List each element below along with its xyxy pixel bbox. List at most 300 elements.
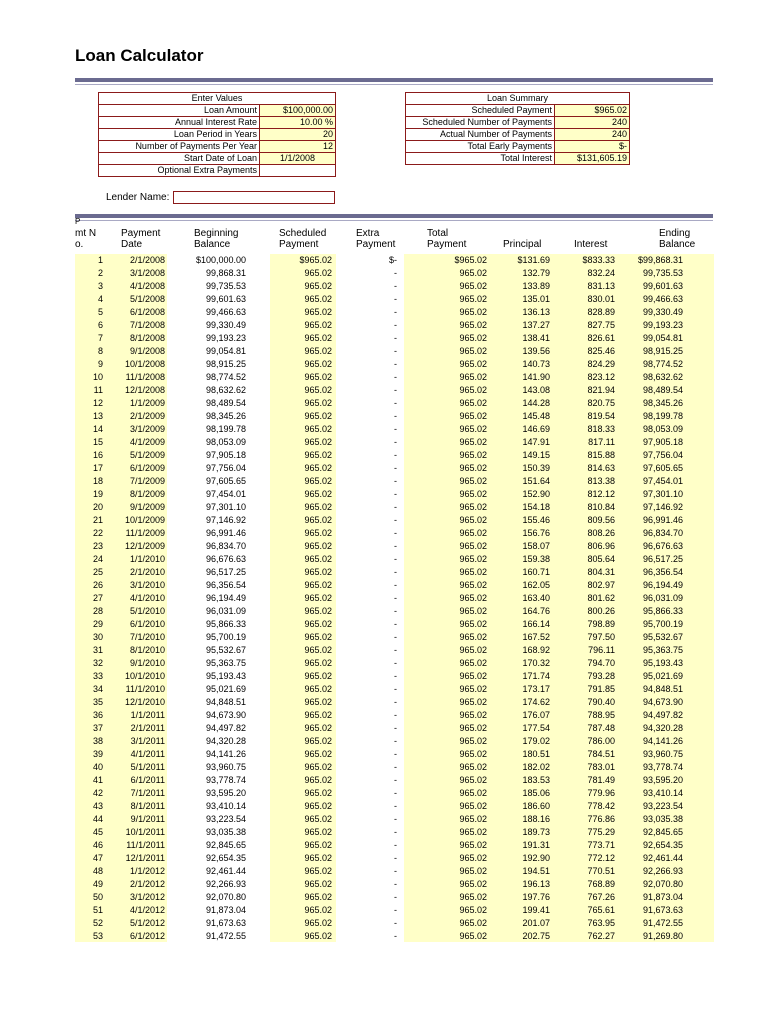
cell-extra-payment: - <box>394 359 397 369</box>
cell-payment-date: 11/1/2011 <box>126 840 165 850</box>
cell-scheduled-payment: 965.02 <box>304 840 332 850</box>
cell-principal: 196.13 <box>522 879 550 889</box>
cell-ending-balance: 95,021.69 <box>642 671 683 681</box>
cell-scheduled-payment: 965.02 <box>304 541 332 551</box>
cell-total-payment: 965.02 <box>459 463 487 473</box>
cell-ending-balance: 94,673.90 <box>642 697 683 707</box>
total-interest-value: $131,605.19 <box>555 153 630 165</box>
cell-total-payment: 965.02 <box>459 398 487 408</box>
cell-principal: 133.89 <box>522 281 550 291</box>
cell-scheduled-payment: 965.02 <box>304 827 332 837</box>
cell-total-payment: 965.02 <box>459 723 487 733</box>
cell-principal: 162.05 <box>522 580 550 590</box>
cell-scheduled-payment: 965.02 <box>304 775 332 785</box>
early-payments-value: $- <box>555 141 630 153</box>
cell-pmt-no: 14 <box>92 424 103 434</box>
cell-payment-date: 8/1/2011 <box>130 801 165 811</box>
cell-interest: 831.13 <box>587 281 615 291</box>
cell-pmt-no: 8 <box>97 346 103 356</box>
cell-payment-date: 9/1/2010 <box>129 658 165 668</box>
cell-principal: 159.38 <box>522 554 550 564</box>
cell-pmt-no: 34 <box>92 684 103 694</box>
cell-payment-date: 3/1/2011 <box>130 736 165 746</box>
cell-interest: 786.00 <box>587 736 615 746</box>
cell-total-payment: 965.02 <box>459 606 487 616</box>
cell-total-payment: 965.02 <box>459 450 487 460</box>
cell-pmt-no: 28 <box>92 606 103 616</box>
cell-extra-payment: - <box>394 476 397 486</box>
cell-principal: 174.62 <box>522 697 550 707</box>
cell-total-payment: 965.02 <box>459 762 487 772</box>
cell-ending-balance: 92,266.93 <box>642 866 683 876</box>
cell-scheduled-payment: 965.02 <box>304 723 332 733</box>
cell-beginning-balance: 96,991.46 <box>205 528 246 538</box>
cell-principal: 182.02 <box>522 762 550 772</box>
cell-payment-date: 9/1/2008 <box>129 346 165 356</box>
cell-extra-payment: - <box>394 502 397 512</box>
cell-beginning-balance: 98,345.26 <box>205 411 246 421</box>
cell-pmt-no: 5 <box>97 307 103 317</box>
cell-interest: 794.70 <box>587 658 615 668</box>
cell-pmt-no: 30 <box>92 632 103 642</box>
cell-pmt-no: 3 <box>97 281 103 291</box>
table-row <box>75 540 683 553</box>
cell-interest: 824.29 <box>587 359 615 369</box>
table-row <box>75 358 683 371</box>
cell-total-payment: 965.02 <box>459 320 487 330</box>
cell-beginning-balance: 98,632.62 <box>205 385 246 395</box>
cell-scheduled-payment: 965.02 <box>304 580 332 590</box>
cell-beginning-balance: 93,960.75 <box>205 762 246 772</box>
cell-total-payment: 965.02 <box>459 749 487 759</box>
cell-ending-balance: 96,517.25 <box>642 554 683 564</box>
cell-payment-date: 5/1/2009 <box>129 450 165 460</box>
cell-scheduled-payment: 965.02 <box>304 684 332 694</box>
loan-period-field[interactable]: 20 <box>260 129 336 141</box>
table-row <box>75 826 683 839</box>
cell-interest: 821.94 <box>587 385 615 395</box>
cell-total-payment: 965.02 <box>459 775 487 785</box>
cell-pmt-no: 51 <box>92 905 103 915</box>
loan-period-label: Loan Period in Years <box>99 129 260 141</box>
cell-principal: $131.69 <box>517 255 550 265</box>
cell-interest: 801.62 <box>587 593 615 603</box>
cell-beginning-balance: 97,301.10 <box>205 502 246 512</box>
cell-interest: 790.40 <box>587 697 615 707</box>
cell-principal: 176.07 <box>522 710 550 720</box>
cell-ending-balance: 98,345.26 <box>642 398 683 408</box>
cell-pmt-no: 40 <box>92 762 103 772</box>
table-row <box>75 605 683 618</box>
cell-extra-payment: - <box>394 541 397 551</box>
cell-scheduled-payment: 965.02 <box>304 749 332 759</box>
cell-payment-date: 10/1/2010 <box>124 671 165 681</box>
cell-ending-balance: 98,915.25 <box>642 346 683 356</box>
table-row <box>75 384 683 397</box>
payments-per-year-field[interactable]: 12 <box>260 141 336 153</box>
cell-payment-date: 10/1/2009 <box>124 515 165 525</box>
cell-extra-payment: - <box>394 710 397 720</box>
cell-scheduled-payment: 965.02 <box>304 476 332 486</box>
cell-payment-date: 7/1/2008 <box>129 320 165 330</box>
cell-extra-payment: - <box>394 892 397 902</box>
cell-pmt-no: 20 <box>92 502 103 512</box>
loan-amount-field[interactable]: $100,000.00 <box>260 105 336 117</box>
scheduled-number-label: Scheduled Number of Payments <box>406 117 555 129</box>
cell-pmt-no: 38 <box>92 736 103 746</box>
table-row <box>75 449 683 462</box>
cell-extra-payment: - <box>394 385 397 395</box>
table-row <box>75 631 683 644</box>
table-row <box>75 371 683 384</box>
cell-ending-balance: 96,676.63 <box>642 541 683 551</box>
cell-principal: 163.40 <box>522 593 550 603</box>
cell-principal: 154.18 <box>522 502 550 512</box>
cell-total-payment: 965.02 <box>459 931 487 941</box>
cell-principal: 183.53 <box>522 775 550 785</box>
cell-pmt-no: 37 <box>92 723 103 733</box>
cell-extra-payment: - <box>394 762 397 772</box>
cell-ending-balance: 99,466.63 <box>642 294 683 304</box>
cell-extra-payment: - <box>394 424 397 434</box>
table-row <box>75 722 683 735</box>
cell-pmt-no: 47 <box>92 853 103 863</box>
cell-beginning-balance: 96,834.70 <box>205 541 246 551</box>
cell-interest: 804.31 <box>587 567 615 577</box>
cell-payment-date: 4/1/2010 <box>129 593 165 603</box>
cell-interest: 798.89 <box>587 619 615 629</box>
cell-extra-payment: - <box>394 879 397 889</box>
enter-values-header: Enter Values <box>99 93 336 105</box>
cell-principal: 136.13 <box>522 307 550 317</box>
cell-extra-payment: - <box>394 320 397 330</box>
cell-payment-date: 11/1/2009 <box>125 528 165 538</box>
cell-scheduled-payment: 965.02 <box>304 918 332 928</box>
cell-extra-payment: - <box>394 593 397 603</box>
cell-payment-date: 8/1/2009 <box>129 489 165 499</box>
loan-summary-header: Loan Summary <box>406 93 630 105</box>
cell-ending-balance: 91,673.63 <box>642 905 683 915</box>
cell-scheduled-payment: 965.02 <box>304 333 332 343</box>
table-row <box>75 254 683 267</box>
cell-pmt-no: 11 <box>93 385 103 395</box>
cell-beginning-balance: 98,199.78 <box>205 424 246 434</box>
cell-beginning-balance: 93,223.54 <box>205 814 246 824</box>
cell-total-payment: 965.02 <box>459 281 487 291</box>
cell-extra-payment: - <box>394 398 397 408</box>
cell-payment-date: 6/1/2010 <box>129 619 165 629</box>
cell-beginning-balance: 97,905.18 <box>205 450 246 460</box>
col-beginning-balance-a: Beginning <box>194 228 239 239</box>
cell-ending-balance: 98,774.52 <box>642 359 683 369</box>
cell-principal: 141.90 <box>522 372 550 382</box>
cell-pmt-no: 26 <box>92 580 103 590</box>
cell-pmt-no: 9 <box>97 359 103 369</box>
cell-principal: 146.69 <box>522 424 550 434</box>
cell-scheduled-payment: 965.02 <box>304 658 332 668</box>
cell-beginning-balance: 96,676.63 <box>205 554 246 564</box>
cell-ending-balance: 97,146.92 <box>642 502 683 512</box>
cell-ending-balance: 93,410.14 <box>642 788 683 798</box>
cell-payment-date: 8/1/2010 <box>129 645 165 655</box>
cell-payment-date: 7/1/2011 <box>130 788 165 798</box>
col-pmt-no-b: mt N <box>75 228 97 239</box>
cell-total-payment: 965.02 <box>459 866 487 876</box>
cell-interest: 802.97 <box>587 580 615 590</box>
cell-extra-payment: - <box>394 905 397 915</box>
cell-ending-balance: 95,866.33 <box>642 606 683 616</box>
cell-scheduled-payment: 965.02 <box>304 554 332 564</box>
cell-scheduled-payment: 965.02 <box>304 814 332 824</box>
cell-extra-payment: - <box>394 580 397 590</box>
cell-scheduled-payment: 965.02 <box>304 671 332 681</box>
cell-extra-payment: - <box>394 814 397 824</box>
table-row <box>75 579 683 592</box>
cell-beginning-balance: 95,193.43 <box>205 671 246 681</box>
cell-extra-payment: - <box>394 853 397 863</box>
cell-extra-payment: - <box>394 632 397 642</box>
cell-beginning-balance: 93,035.38 <box>205 827 246 837</box>
cell-payment-date: 2/1/2010 <box>129 567 165 577</box>
cell-interest: 812.12 <box>587 489 615 499</box>
cell-extra-payment: - <box>394 931 397 941</box>
cell-payment-date: 7/1/2009 <box>129 476 165 486</box>
cell-total-payment: 965.02 <box>459 333 487 343</box>
cell-payment-date: 6/1/2008 <box>129 307 165 317</box>
cell-scheduled-payment: 965.02 <box>304 697 332 707</box>
cell-ending-balance: 92,461.44 <box>642 853 683 863</box>
cell-ending-balance: 94,497.82 <box>642 710 683 720</box>
cell-interest: 797.50 <box>587 632 615 642</box>
cell-ending-balance: 97,605.65 <box>642 463 683 473</box>
table-row <box>75 787 683 800</box>
cell-extra-payment: - <box>394 736 397 746</box>
cell-pmt-no: 36 <box>92 710 103 720</box>
cell-total-payment: 965.02 <box>459 918 487 928</box>
cell-extra-payment: - <box>394 723 397 733</box>
cell-beginning-balance: 99,466.63 <box>205 307 246 317</box>
cell-interest: $833.33 <box>582 255 615 265</box>
cell-total-payment: 965.02 <box>459 879 487 889</box>
cell-payment-date: 7/1/2010 <box>129 632 165 642</box>
cell-principal: 199.41 <box>522 905 550 915</box>
cell-scheduled-payment: 965.02 <box>304 762 332 772</box>
extra-payments-field[interactable] <box>260 165 336 177</box>
cell-interest: 784.51 <box>587 749 615 759</box>
cell-pmt-no: 49 <box>92 879 103 889</box>
cell-principal: 166.14 <box>522 619 550 629</box>
col-total-payment-a: Total <box>427 228 449 239</box>
cell-total-payment: 965.02 <box>459 645 487 655</box>
cell-interest: 783.01 <box>587 762 615 772</box>
cell-ending-balance: 91,472.55 <box>642 918 683 928</box>
col-extra-payment-b: Payment <box>356 239 396 250</box>
table-row <box>75 735 683 748</box>
cell-total-payment: 965.02 <box>459 580 487 590</box>
table-row <box>75 813 683 826</box>
cell-principal: 201.07 <box>522 918 550 928</box>
table-row <box>75 514 683 527</box>
cell-principal: 132.79 <box>522 268 550 278</box>
cell-scheduled-payment: 965.02 <box>304 736 332 746</box>
cell-pmt-no: 2 <box>97 268 103 278</box>
cell-scheduled-payment: 965.02 <box>304 593 332 603</box>
cell-ending-balance: 98,489.54 <box>642 385 683 395</box>
col-beginning-balance-b: Balance <box>194 239 231 250</box>
col-scheduled-payment-b: Payment <box>279 239 319 250</box>
cell-total-payment: 965.02 <box>459 853 487 863</box>
cell-principal: 177.54 <box>522 723 550 733</box>
cell-interest: 788.95 <box>587 710 615 720</box>
cell-ending-balance: $99,868.31 <box>637 255 683 265</box>
cell-total-payment: 965.02 <box>459 554 487 564</box>
cell-pmt-no: 23 <box>92 541 103 551</box>
cell-principal: 194.51 <box>522 866 550 876</box>
cell-beginning-balance: 96,194.49 <box>205 593 246 603</box>
cell-extra-payment: - <box>394 840 397 850</box>
cell-payment-date: 11/1/2010 <box>125 684 165 694</box>
cell-principal: 192.90 <box>522 853 550 863</box>
cell-payment-date: 6/1/2012 <box>129 931 165 941</box>
table-row <box>75 566 683 579</box>
cell-total-payment: 965.02 <box>459 411 487 421</box>
cell-interest: 768.89 <box>587 879 615 889</box>
cell-beginning-balance: 97,756.04 <box>205 463 246 473</box>
cell-interest: 796.11 <box>588 645 615 655</box>
cell-interest: 800.26 <box>587 606 615 616</box>
cell-interest: 793.28 <box>587 671 615 681</box>
cell-principal: 143.08 <box>522 385 550 395</box>
cell-total-payment: 965.02 <box>459 801 487 811</box>
cell-ending-balance: 93,778.74 <box>642 762 683 772</box>
cell-extra-payment: - <box>394 606 397 616</box>
cell-total-payment: 965.02 <box>459 619 487 629</box>
cell-ending-balance: 94,141.26 <box>642 736 683 746</box>
cell-principal: 137.27 <box>522 320 550 330</box>
cell-total-payment: 965.02 <box>459 827 487 837</box>
cell-principal: 160.71 <box>522 567 550 577</box>
cell-payment-date: 6/1/2011 <box>130 775 165 785</box>
cell-extra-payment: - <box>394 788 397 798</box>
cell-payment-date: 9/1/2011 <box>130 814 165 824</box>
cell-principal: 168.92 <box>522 645 550 655</box>
cell-principal: 164.76 <box>522 606 550 616</box>
cell-pmt-no: 48 <box>92 866 103 876</box>
cell-payment-date: 2/1/2009 <box>129 411 165 421</box>
cell-beginning-balance: 91,673.63 <box>205 918 246 928</box>
cell-extra-payment: - <box>394 775 397 785</box>
cell-interest: 814.63 <box>587 463 615 473</box>
cell-beginning-balance: 99,735.53 <box>205 281 246 291</box>
cell-pmt-no: 21 <box>92 515 103 525</box>
cell-payment-date: 3/1/2008 <box>129 268 165 278</box>
cell-extra-payment: - <box>394 801 397 811</box>
cell-beginning-balance: 99,193.23 <box>205 333 246 343</box>
cell-ending-balance: 99,735.53 <box>642 268 683 278</box>
scheduled-payment-label: Scheduled Payment <box>406 105 555 117</box>
cell-scheduled-payment: 965.02 <box>304 619 332 629</box>
cell-scheduled-payment: 965.02 <box>304 931 332 941</box>
cell-interest: 773.71 <box>587 840 615 850</box>
interest-rate-field[interactable]: 10.00 % <box>260 117 336 129</box>
cell-payment-date: 1/1/2009 <box>129 398 165 408</box>
cell-interest: 830.01 <box>587 294 615 304</box>
table-row <box>75 696 683 709</box>
cell-pmt-no: 22 <box>92 528 103 538</box>
cell-ending-balance: 98,199.78 <box>642 411 683 421</box>
col-ending-balance-a: Ending <box>659 228 691 239</box>
cell-extra-payment: - <box>394 515 397 525</box>
cell-ending-balance: 94,848.51 <box>642 684 683 694</box>
cell-ending-balance: 95,532.67 <box>642 632 683 642</box>
cell-beginning-balance: 98,489.54 <box>205 398 246 408</box>
cell-interest: 832.24 <box>587 268 615 278</box>
cell-pmt-no: 53 <box>92 931 103 941</box>
cell-interest: 775.29 <box>587 827 615 837</box>
actual-number-label: Actual Number of Payments <box>406 129 555 141</box>
table-row <box>75 501 683 514</box>
cell-beginning-balance: 93,778.74 <box>205 775 246 785</box>
cell-ending-balance: 96,834.70 <box>642 528 683 538</box>
cell-principal: 171.74 <box>522 671 550 681</box>
loan-amount-label: Loan Amount <box>99 105 260 117</box>
cell-pmt-no: 7 <box>97 333 103 343</box>
cell-interest: 817.11 <box>588 437 615 447</box>
col-pmt-no-a: P <box>75 217 81 226</box>
cell-payment-date: 3/1/2010 <box>129 580 165 590</box>
lender-name-input[interactable] <box>173 191 335 204</box>
start-date-field[interactable]: 1/1/2008 <box>260 153 336 165</box>
cell-beginning-balance: 92,845.65 <box>205 840 246 850</box>
amortization-table <box>75 254 683 943</box>
cell-principal: 145.48 <box>522 411 550 421</box>
enter-values-table <box>98 92 336 177</box>
cell-scheduled-payment: 965.02 <box>304 424 332 434</box>
cell-total-payment: 965.02 <box>459 372 487 382</box>
table-row <box>75 423 683 436</box>
cell-pmt-no: 25 <box>92 567 103 577</box>
cell-principal: 149.15 <box>522 450 550 460</box>
table-row <box>75 306 683 319</box>
cell-interest: 813.38 <box>587 476 615 486</box>
cell-beginning-balance: 96,356.54 <box>205 580 246 590</box>
cell-principal: 147.91 <box>522 437 550 447</box>
total-interest-label: Total Interest <box>406 153 555 165</box>
cell-payment-date: 6/1/2009 <box>129 463 165 473</box>
cell-extra-payment: - <box>394 697 397 707</box>
cell-beginning-balance: 92,266.93 <box>205 879 246 889</box>
cell-ending-balance: 93,960.75 <box>642 749 683 759</box>
cell-payment-date: 5/1/2011 <box>130 762 165 772</box>
cell-beginning-balance: 95,532.67 <box>205 645 246 655</box>
cell-beginning-balance: 94,320.28 <box>205 736 246 746</box>
cell-extra-payment: - <box>394 619 397 629</box>
cell-ending-balance: 98,053.09 <box>642 424 683 434</box>
cell-beginning-balance: 92,070.80 <box>205 892 246 902</box>
cell-beginning-balance: 95,021.69 <box>205 684 246 694</box>
cell-ending-balance: 91,269.80 <box>642 931 683 941</box>
cell-interest: 825.46 <box>587 346 615 356</box>
table-row <box>75 657 683 670</box>
col-ending-balance-b: Balance <box>659 239 696 250</box>
cell-interest: 781.49 <box>587 775 615 785</box>
cell-principal: 197.76 <box>522 892 550 902</box>
cell-payment-date: 4/1/2012 <box>129 905 165 915</box>
cell-interest: 776.86 <box>587 814 615 824</box>
table-row <box>75 345 683 358</box>
table-row <box>75 774 683 787</box>
cell-principal: 151.64 <box>522 476 550 486</box>
